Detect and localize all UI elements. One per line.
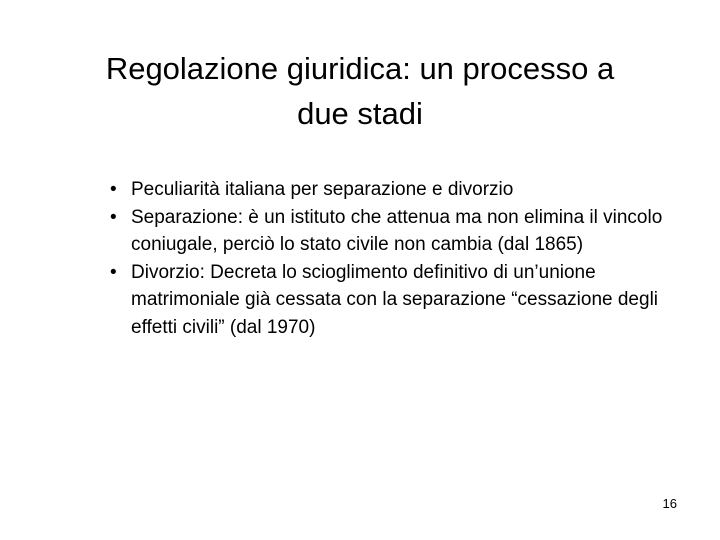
bullet-dot-icon: • — [110, 261, 117, 283]
slide-title — [40, 46, 680, 136]
bullet-text: : Decreta lo scioglimento definitivo di un’unione matrimoniale già cessata con la separazione “cessazione degli effetti civili” (dal 1970) — [131, 261, 659, 338]
bullet-text: : è un istituto che attenua ma non elimina il vincolo coniugale, perciò lo stato civile non cambia (dal 1865) — [131, 206, 663, 255]
bullet-item — [110, 176, 670, 204]
bullet-term: Separazione — [131, 206, 238, 228]
bullet-item — [110, 259, 670, 342]
bullet-list — [110, 176, 670, 341]
bullet-dot-icon: • — [110, 206, 117, 228]
bullet-dot-icon: • — [110, 179, 117, 200]
bullet-text: Peculiarità italiana per separazione e divorzio — [131, 179, 514, 200]
bullet-term: Divorzio — [131, 261, 200, 283]
slide-title-line-2: due stadi — [297, 95, 423, 131]
bullet-item — [110, 204, 670, 259]
slide-title-line-1: Regolazione giuridica: un processo a — [105, 50, 615, 86]
page-number: 16 — [662, 496, 677, 511]
